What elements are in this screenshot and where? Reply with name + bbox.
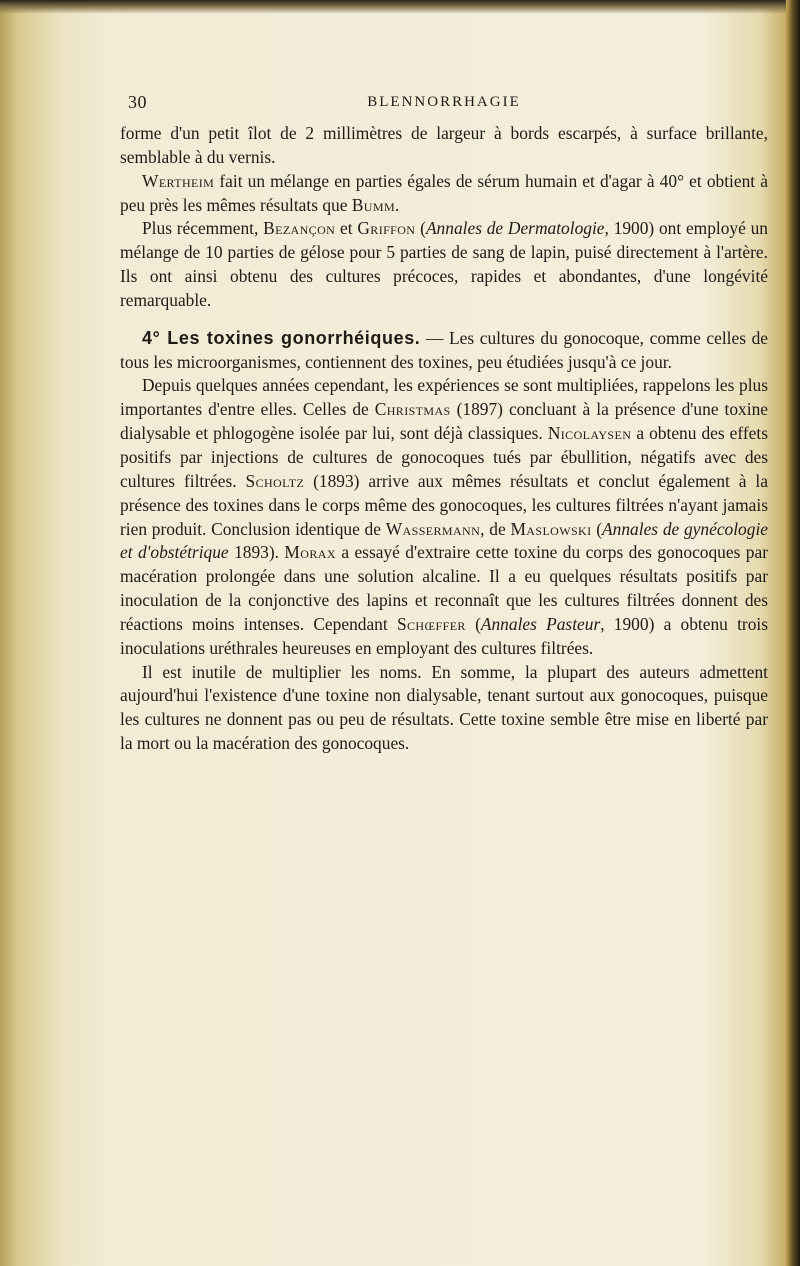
paragraph-2 — [120, 170, 768, 218]
paragraph-text: , de — [480, 518, 511, 539]
section-heading: 4° Les toxines gonorrhéiques. — [142, 327, 421, 348]
author-name: Morax — [284, 542, 336, 563]
author-name: Bezançon — [263, 218, 336, 239]
journal-title: Annales Pasteur — [480, 613, 601, 634]
author-name: Wassermann — [385, 518, 481, 539]
paragraph-3 — [120, 217, 768, 312]
author-name: Griffon — [357, 218, 416, 239]
author-name: Bumm — [351, 194, 396, 215]
paragraph-text: Plus récemment, — [142, 218, 264, 239]
paragraph-text: (1897) concluant à la présence d'une toxine dialysable et phlogogène isolée par lui, sont déjà classiques. — [120, 399, 768, 444]
paragraph-text: ( — [415, 218, 426, 239]
book-spine-edge — [786, 0, 800, 1266]
paragraph-text: et — [335, 218, 358, 239]
journal-title: Annales de gynécologie et d'obstétrique — [120, 518, 769, 563]
paragraph-1: forme d'un petit îlot de 2 millimètres de largeur à bords escarpés, à surface brillante, semblable à du vernis. — [120, 123, 768, 167]
paragraph-text: 1893). — [228, 542, 285, 563]
paragraph-text: Depuis quelques années cependant, les expériences se sont multipliées, rappelons les plus importantes d'entre elles. Celles de — [120, 375, 768, 420]
paragraph-6: Il est inutile de multiplier les noms. En somme, la plupart des auteurs admettent aujourd'hui l'existence d'une toxine non dialysable, tenant surtout aux gonocoques, puisque les cultures ne donnent pas ou peu de résultats. Cette toxine semble être mise en liberté par la mort ou la macération des gonocoques. — [120, 661, 768, 754]
author-name: Scholtz — [245, 470, 305, 491]
paragraph-text: , 1900) ont employé un mélange de 10 parties de gélose pour 5 parties de sang de lapin, puisé directement à l'artère. Ils ont ainsi obtenu des cultures précoces, rapides et abondantes, d'une longévité remarquable. — [120, 218, 768, 310]
paragraph-text: fait un mélange en parties égales de sérum humain et d'agar à 40° et obtient à peu près les mêmes résultats que — [120, 170, 768, 215]
paragraph-5 — [120, 374, 768, 660]
page-number: 30 — [128, 92, 147, 112]
paragraph-text: . — [395, 194, 400, 215]
page-header — [120, 88, 768, 116]
author-name: Schœffer — [396, 613, 466, 634]
journal-title: Annales de Dermatologie — [425, 218, 605, 239]
paragraph-text: ( — [465, 613, 481, 634]
paragraph-text: a essayé d'extraire cette toxine du corps des gonocoques par macération prolongée dans une solution alcaline. Il a eu quelques résultats positifs par inoculation de la conjonctive des lapins et reconnaît que les cultures filtrées donnent des réactions moins intenses. Cependant — [120, 542, 768, 634]
author-name: Maslowski — [510, 518, 592, 539]
paragraph-text: , 1900) a obtenu trois inoculations uréthrales heureuses en employant des cultures filtrées. — [120, 613, 769, 658]
running-title: BLENNORRHAGIE — [367, 94, 521, 110]
paragraph-text: (1893) arrive aux mêmes résultats et conclut également à la présence des toxines dans le corps même des gonocoques, les cultures filtrées n'ayant jamais rien produit. Conclusion identique de — [120, 470, 768, 539]
paragraph-text: a obtenu des effets positifs par injections de cultures de gonocoques tués par ébullition, négatifs avec des cultures filtrées. — [120, 423, 768, 491]
paragraph-text: ( — [591, 518, 603, 539]
author-name: Nicolaysen — [547, 423, 632, 444]
author-name: Christmas — [374, 399, 451, 420]
author-name: Wertheim — [142, 170, 215, 191]
book-page — [120, 88, 768, 756]
body-text — [120, 122, 768, 756]
paragraph-text: — Les cultures du gonocoque, comme celles de tous les microorganismes, contiennent des toxines, peu étudiées jusqu'à ce jour. — [120, 327, 768, 372]
paragraph-4 — [120, 327, 768, 375]
